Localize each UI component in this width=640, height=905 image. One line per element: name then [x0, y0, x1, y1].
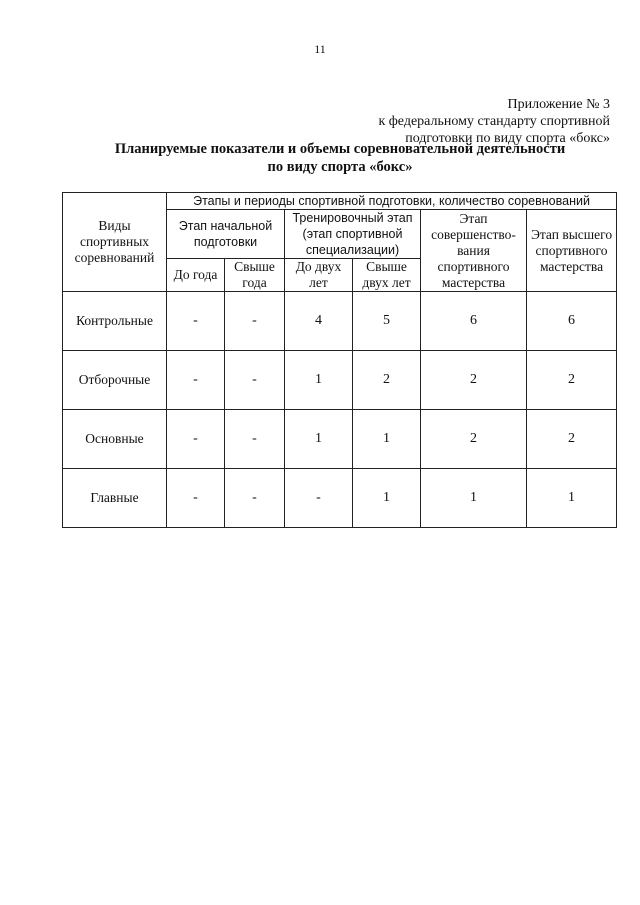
table-cell: -: [225, 351, 285, 410]
table-cell: 1: [353, 410, 421, 469]
sub-header-training-2: Свыше двух лет: [353, 259, 421, 292]
table-cell: -: [167, 292, 225, 351]
page-number: 11: [314, 42, 326, 56]
table-cell: 2: [421, 410, 527, 469]
table-row: [63, 469, 617, 528]
table-cell: 2: [421, 351, 527, 410]
table-cell: 1: [285, 410, 353, 469]
table-row: [63, 351, 617, 410]
document-title: [60, 140, 620, 176]
row-label: Отборочные: [63, 351, 167, 410]
table-cell: -: [225, 292, 285, 351]
table-cell: 1: [353, 469, 421, 528]
stage-initial-header: Этап начальной подготовки: [167, 210, 285, 259]
indicators-table: [62, 192, 617, 528]
stage-higher-header: Этап высшего спортивного мастерства: [527, 210, 617, 292]
stage-improvement-header: Этап совершенство-вания спортивного мастерства: [421, 210, 527, 292]
table-cell: 1: [285, 351, 353, 410]
title-line-1: Планируемые показатели и объемы соревновательной деятельности: [114, 141, 566, 157]
row-label: Контрольные: [63, 292, 167, 351]
stage-training-header: Тренировочный этап (этап спортивной специализации): [285, 210, 421, 259]
title-line-2: по виду спорта «бокс»: [267, 159, 413, 175]
table-cell: -: [225, 410, 285, 469]
table-cell: 1: [421, 469, 527, 528]
corner-header: Виды спортивных соревнований: [63, 193, 167, 292]
table-cell: 2: [527, 351, 617, 410]
group-header: Этапы и периоды спортивной подготовки, количество соревнований: [167, 193, 617, 210]
table-cell: 1: [527, 469, 617, 528]
table-cell: 2: [353, 351, 421, 410]
table-cell: -: [167, 351, 225, 410]
row-label: Главные: [63, 469, 167, 528]
table-row: [63, 410, 617, 469]
sub-header-training-1: До двух лет: [285, 259, 353, 292]
table-cell: -: [225, 469, 285, 528]
appendix-line-2: к федеральному стандарту спортивной: [378, 114, 610, 129]
table-cell: -: [167, 469, 225, 528]
table-row: [63, 292, 617, 351]
table-cell: 4: [285, 292, 353, 351]
header-row-1: [63, 193, 617, 210]
row-label: Основные: [63, 410, 167, 469]
table-cell: -: [285, 469, 353, 528]
table-cell: 2: [527, 410, 617, 469]
table-cell: -: [167, 410, 225, 469]
sub-header-initial-2: Свыше года: [225, 259, 285, 292]
table-cell: 5: [353, 292, 421, 351]
table-cell: 6: [527, 292, 617, 351]
appendix-line-3: подготовки по виду спорта «бокс»: [405, 131, 610, 146]
sub-header-initial-1: До года: [167, 259, 225, 292]
table-cell: 6: [421, 292, 527, 351]
appendix-line-1: Приложение № 3: [507, 97, 610, 112]
